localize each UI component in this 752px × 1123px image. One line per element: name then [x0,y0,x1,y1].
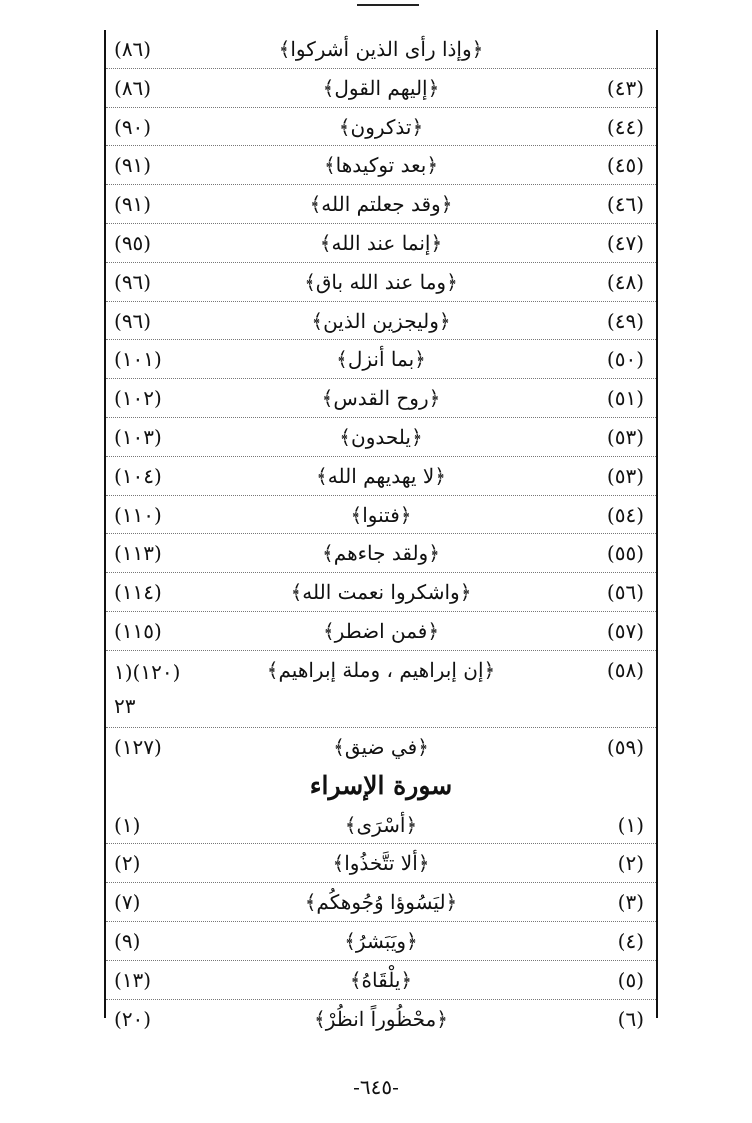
verse-number: (٥٦) [606,580,644,605]
verse-phrase: ﴿أسْرَى﴾ [344,812,418,837]
index-row [106,457,656,496]
page-reference: (٩١) [114,192,152,217]
verse-number: (٥٠) [606,347,644,372]
index-row [106,651,656,728]
index-row [106,340,656,379]
top-rule [357,4,419,6]
page-reference: (١٠٢) [114,386,162,411]
verse-number: (٤٩) [606,308,644,333]
verse-number: (٦) [617,1006,644,1031]
index-row [106,883,656,922]
index-row [106,922,656,961]
page-reference: (١٠٤) [114,463,162,488]
verse-number: (٥) [617,967,644,992]
page-reference: (٩١) [114,153,152,178]
page-reference: (١١٣) [114,541,162,566]
verse-phrase: ﴿إنما عند الله﴾ [319,230,443,255]
verse-phrase: ﴿وقد جعلتم الله﴾ [309,192,453,217]
page-reference: (٩) [114,928,141,953]
verse-phrase: ﴿ويَبَشرُ﴾ [344,928,418,953]
index-row [106,263,656,302]
index-row [106,1000,656,1038]
page-reference: (١١٥) [114,618,162,643]
page-reference: (١) [114,812,141,837]
index-row [106,418,656,457]
verse-number: (٥٧) [606,618,644,643]
verse-number: (٤٤) [606,114,644,139]
verse-number: (٤٨) [606,269,644,294]
verse-phrase: ﴿محْظُوراً انظُرْ﴾ [314,1006,448,1031]
index-row [106,612,656,651]
verse-number: (٤٦) [606,192,644,217]
index-row [106,806,656,845]
verse-number: (٤٣) [606,75,644,100]
verse-number: (٥١) [606,386,644,411]
verse-phrase: ﴿ليَسُوؤا وُجُوهكُم﴾ [304,890,458,915]
index-row [106,961,656,1000]
verse-phrase: ﴿واشكروا نعمت الله﴾ [290,580,472,605]
verse-phrase: ﴿تذكرون﴾ [338,114,424,139]
index-row [106,108,656,147]
index-row [106,728,656,766]
page-reference: (١١٠) [114,502,162,527]
page-reference: (١٢٠)(١ ٢٣ [114,659,181,718]
verse-phrase: ﴿وما عند الله باق﴾ [304,269,458,294]
page-reference: (٨٦) [114,75,152,100]
index-row [106,302,656,341]
page-reference: (٢٠) [114,1006,152,1031]
index-rows [106,30,656,1037]
verse-number: (٥٩) [606,734,644,759]
verse-number: (٥٨) [606,657,644,682]
page-reference: (٩٦) [114,269,152,294]
index-row [106,573,656,612]
page-reference: (٩٠) [114,114,152,139]
verse-phrase: ﴿فمن اضطر﴾ [322,618,440,643]
verse-phrase: ﴿إليهم القول﴾ [322,75,440,100]
page-reference: (١٢٧) [114,734,162,759]
verse-number: (٥٣) [606,463,644,488]
verse-phrase: ﴿يلْقَاهُ﴾ [349,967,413,992]
verse-phrase: ﴿بعد توكيدها﴾ [323,153,439,178]
page-reference: (٧) [114,890,141,915]
index-row [106,224,656,263]
page-number: -٦٤٥- [353,1075,399,1099]
page-reference: (١٠١) [114,347,162,372]
page-reference: (٢) [114,851,141,876]
page-reference: (٩٥) [114,230,152,255]
verse-number: (٥٣) [606,424,644,449]
verse-phrase: ﴿ولقد جاءهم﴾ [322,541,440,566]
index-row [106,146,656,185]
page-reference: (١٣) [114,967,152,992]
verse-phrase: ﴿يلحدون﴾ [339,424,423,449]
index-row [106,496,656,535]
verse-phrase: ﴿في ضيق﴾ [333,734,429,759]
verse-phrase: ﴿إن إبراهيم ، وملة إبراهيم﴾ [266,657,496,682]
verse-number: (٢) [617,851,644,876]
page-reference: (٨٦) [114,37,152,61]
verse-number: (٤٧) [606,230,644,255]
index-row [106,185,656,224]
verse-number: (٥٤) [606,502,644,527]
verse-phrase: ﴿وليجزين الذين﴾ [311,308,451,333]
page-reference: (١٠٣) [114,424,162,449]
index-row [106,844,656,883]
verse-number: (٥٥) [606,541,644,566]
index-row [106,30,656,69]
index-frame [104,30,658,1031]
index-row [106,69,656,108]
verse-phrase: ﴿وإذا رأى الذين أشركوا﴾ [278,37,484,61]
verse-phrase: ﴿لا يهديهم الله﴾ [316,463,446,488]
verse-phrase: ﴿ألا تتَّخذُوا﴾ [332,851,430,876]
verse-number: (٤٥) [606,153,644,178]
page-reference: (٩٦) [114,308,152,333]
verse-number: (٤) [617,928,644,953]
verse-phrase: ﴿روح القدس﴾ [321,386,441,411]
verse-phrase: ﴿فتنوا﴾ [350,502,412,527]
index-row [106,534,656,573]
index-row [106,379,656,418]
surah-title: سورة الإسراء [309,770,453,800]
verse-number: (١) [617,812,644,837]
page-reference: (١١٤) [114,580,162,605]
verse-phrase: ﴿بما أنزل﴾ [336,347,426,372]
verse-number: (٣) [617,890,644,915]
